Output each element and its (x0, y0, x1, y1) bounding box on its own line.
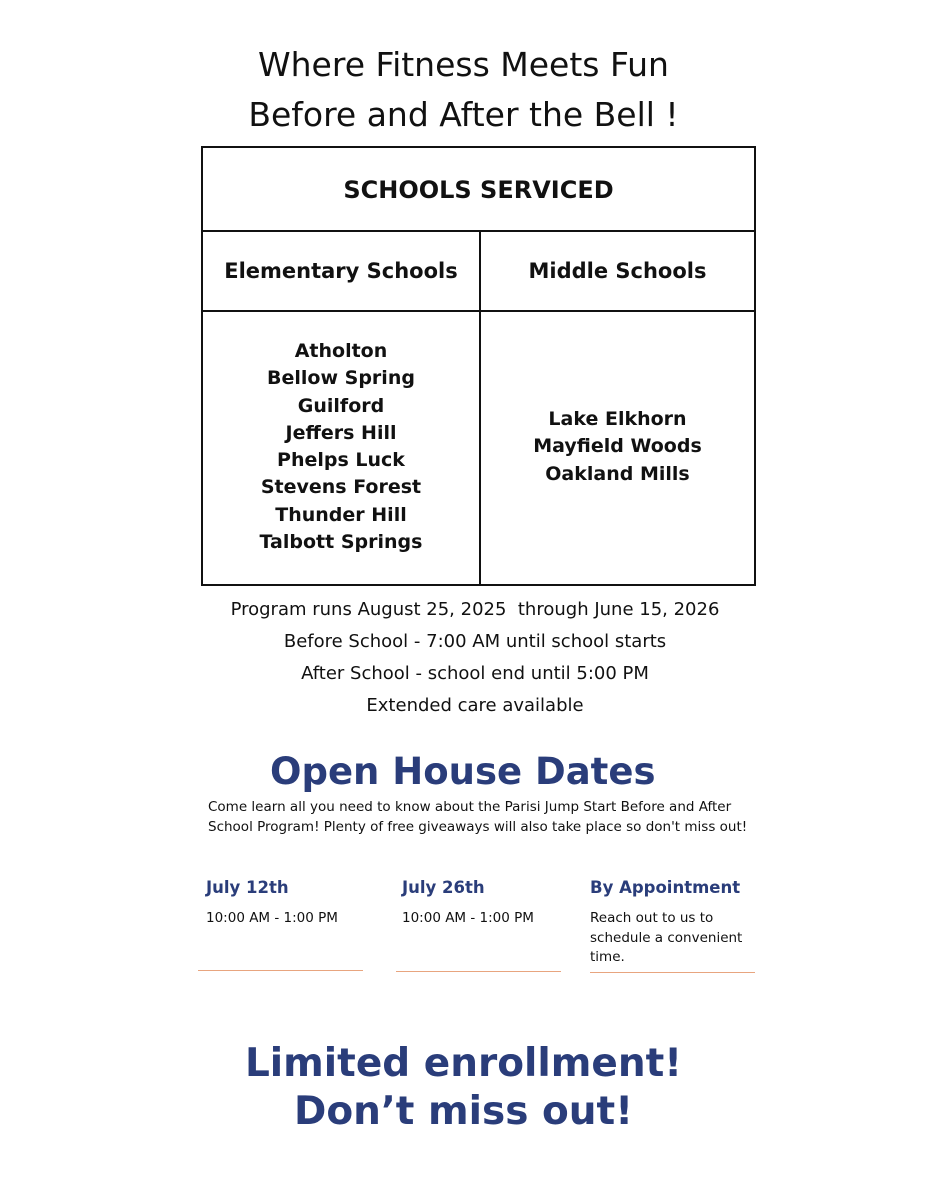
list-item: Mayfield Woods (533, 435, 702, 458)
elementary-school-list (203, 338, 479, 556)
open-house-title: Open House Dates (270, 750, 656, 793)
appointment-text: Reach out to us to schedule a convenient time. (590, 910, 743, 965)
list-item: Jeffers Hill (285, 421, 397, 444)
open-house-description: Come learn all you need to know about the Parisi Jump Start Before and After School Program! Plenty of free giveaways will also take place so don't miss out! (208, 799, 748, 835)
cta-line-1: Limited enrollment! (244, 1041, 683, 1086)
cta-line-2: Don’t miss out! (294, 1089, 633, 1134)
list-item: Bellow Spring (267, 367, 415, 390)
table-row-divider (203, 310, 754, 312)
date-divider (198, 970, 363, 971)
list-item: Talbott Springs (259, 531, 423, 554)
date-time: 10:00 AM - 1:00 PM (402, 910, 534, 926)
list-item: Atholton (294, 340, 388, 362)
date-heading: By Appointment (590, 878, 741, 897)
list-item: Thunder Hill (275, 503, 407, 526)
open-house-date-1 (198, 878, 363, 929)
list-item: Stevens Forest (260, 476, 422, 499)
page-headline (0, 40, 927, 140)
program-info (0, 594, 927, 722)
open-house-date-2 (396, 878, 561, 929)
date-divider (590, 972, 755, 973)
list-item: Oakland Mills (545, 462, 690, 485)
list-item: Phelps Luck (277, 449, 405, 472)
middle-schools-heading: Middle Schools (528, 259, 707, 283)
elementary-schools-heading: Elementary Schools (224, 259, 458, 283)
program-dates: Program runs August 25, 2025 through June 15, 2026 (230, 599, 720, 620)
schools-table-title: SCHOOLS SERVICED (203, 148, 754, 232)
open-house-appointment (590, 878, 755, 968)
schools-serviced-table (201, 146, 756, 586)
list-item: Lake Elkhorn (548, 408, 687, 430)
extended-care-note: Extended care available (366, 695, 584, 716)
date-heading: July 26th (402, 878, 485, 897)
list-item: Guilford (297, 394, 385, 417)
date-time: 10:00 AM - 1:00 PM (206, 910, 338, 926)
after-school-hours: After School - school end until 5:00 PM (301, 663, 649, 684)
headline-line-1: Where Fitness Meets Fun (258, 45, 669, 84)
middle-school-list (481, 406, 754, 488)
date-divider (396, 971, 561, 972)
enrollment-callout (0, 1040, 927, 1136)
headline-line-2: Before and After the Bell ! (248, 95, 679, 134)
date-heading: July 12th (206, 878, 289, 897)
before-school-hours: Before School - 7:00 AM until school starts (283, 631, 667, 652)
